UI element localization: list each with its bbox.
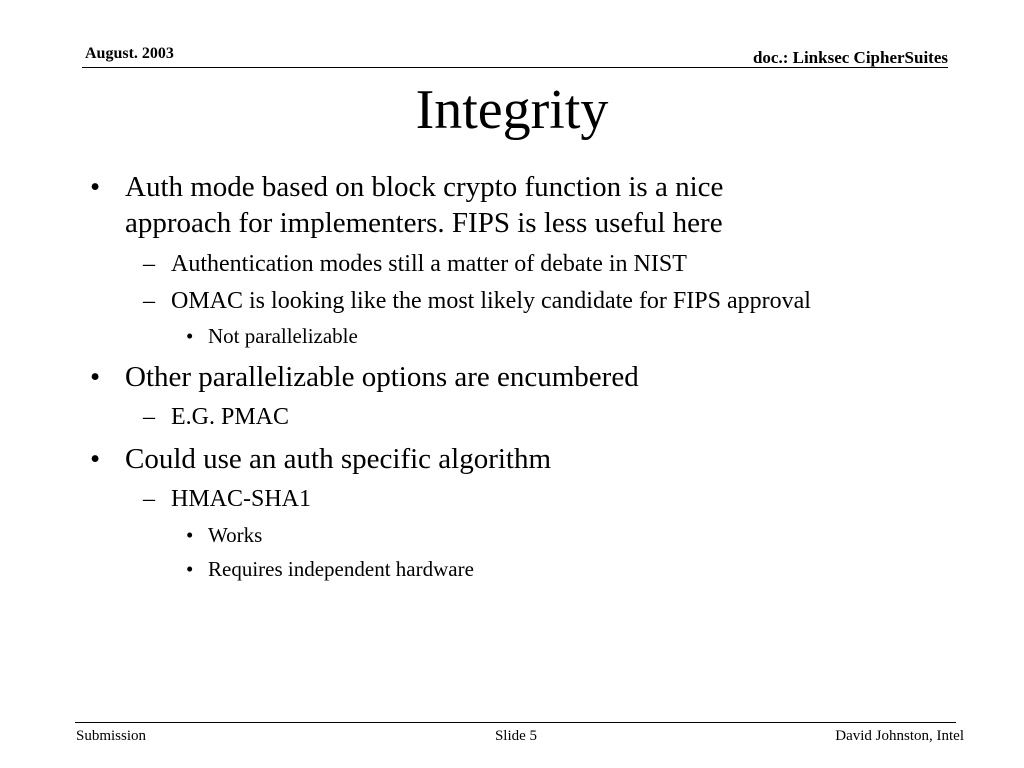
dash-marker: – [143,288,155,314]
bullet-marker: • [186,523,194,547]
header-date: August. 2003 [85,45,174,62]
bullet-marker: • [186,324,194,348]
dash-marker: – [143,486,155,512]
sub-sub-bullet-text: Works [208,523,263,547]
sub-sub-bullet-text: Requires independent hardware [208,557,474,581]
bullet-item [90,360,910,394]
bullet-marker: • [186,557,194,581]
footer-author: David Johnston, Intel [835,728,964,744]
footer-slide-number: Slide 5 [494,728,538,744]
sub-sub-bullet-item [186,323,586,349]
sub-bullet-item [143,485,543,513]
bullet-item [90,170,910,240]
sub-bullet-text: Authentication modes still a matter of debate in NIST [171,251,687,277]
sub-sub-bullet-text: Not parallelizable [208,324,358,348]
bullet-text-line: approach for implementers. FIPS is less useful here [125,207,723,239]
bullet-marker: • [90,443,101,475]
dash-marker: – [143,404,155,430]
header-doc-title: doc.: Linksec CipherSuites [752,48,948,67]
sub-sub-bullet-item [186,556,636,582]
slide-title: Integrity [415,79,609,141]
bullet-text-line: Auth mode based on block crypto function is a nice [125,171,724,203]
sub-bullet-item [143,403,543,431]
sub-bullet-item [143,287,943,315]
bullet-item [90,442,910,476]
bullet-marker: • [90,171,101,203]
dash-marker: – [143,251,155,277]
bullet-text-line: Could use an auth specific algorithm [125,443,552,475]
footer-submission: Submission [76,728,147,744]
bullet-marker: • [90,361,101,393]
footer-divider [75,722,956,723]
sub-bullet-text: E.G. PMAC [171,404,290,430]
sub-sub-bullet-item [186,522,586,548]
bullet-text-line: Other parallelizable options are encumbered [125,361,639,393]
sub-bullet-text: OMAC is looking like the most likely candidate for FIPS approval [171,288,811,314]
sub-bullet-text: HMAC-SHA1 [171,486,312,512]
sub-bullet-item [143,250,923,278]
